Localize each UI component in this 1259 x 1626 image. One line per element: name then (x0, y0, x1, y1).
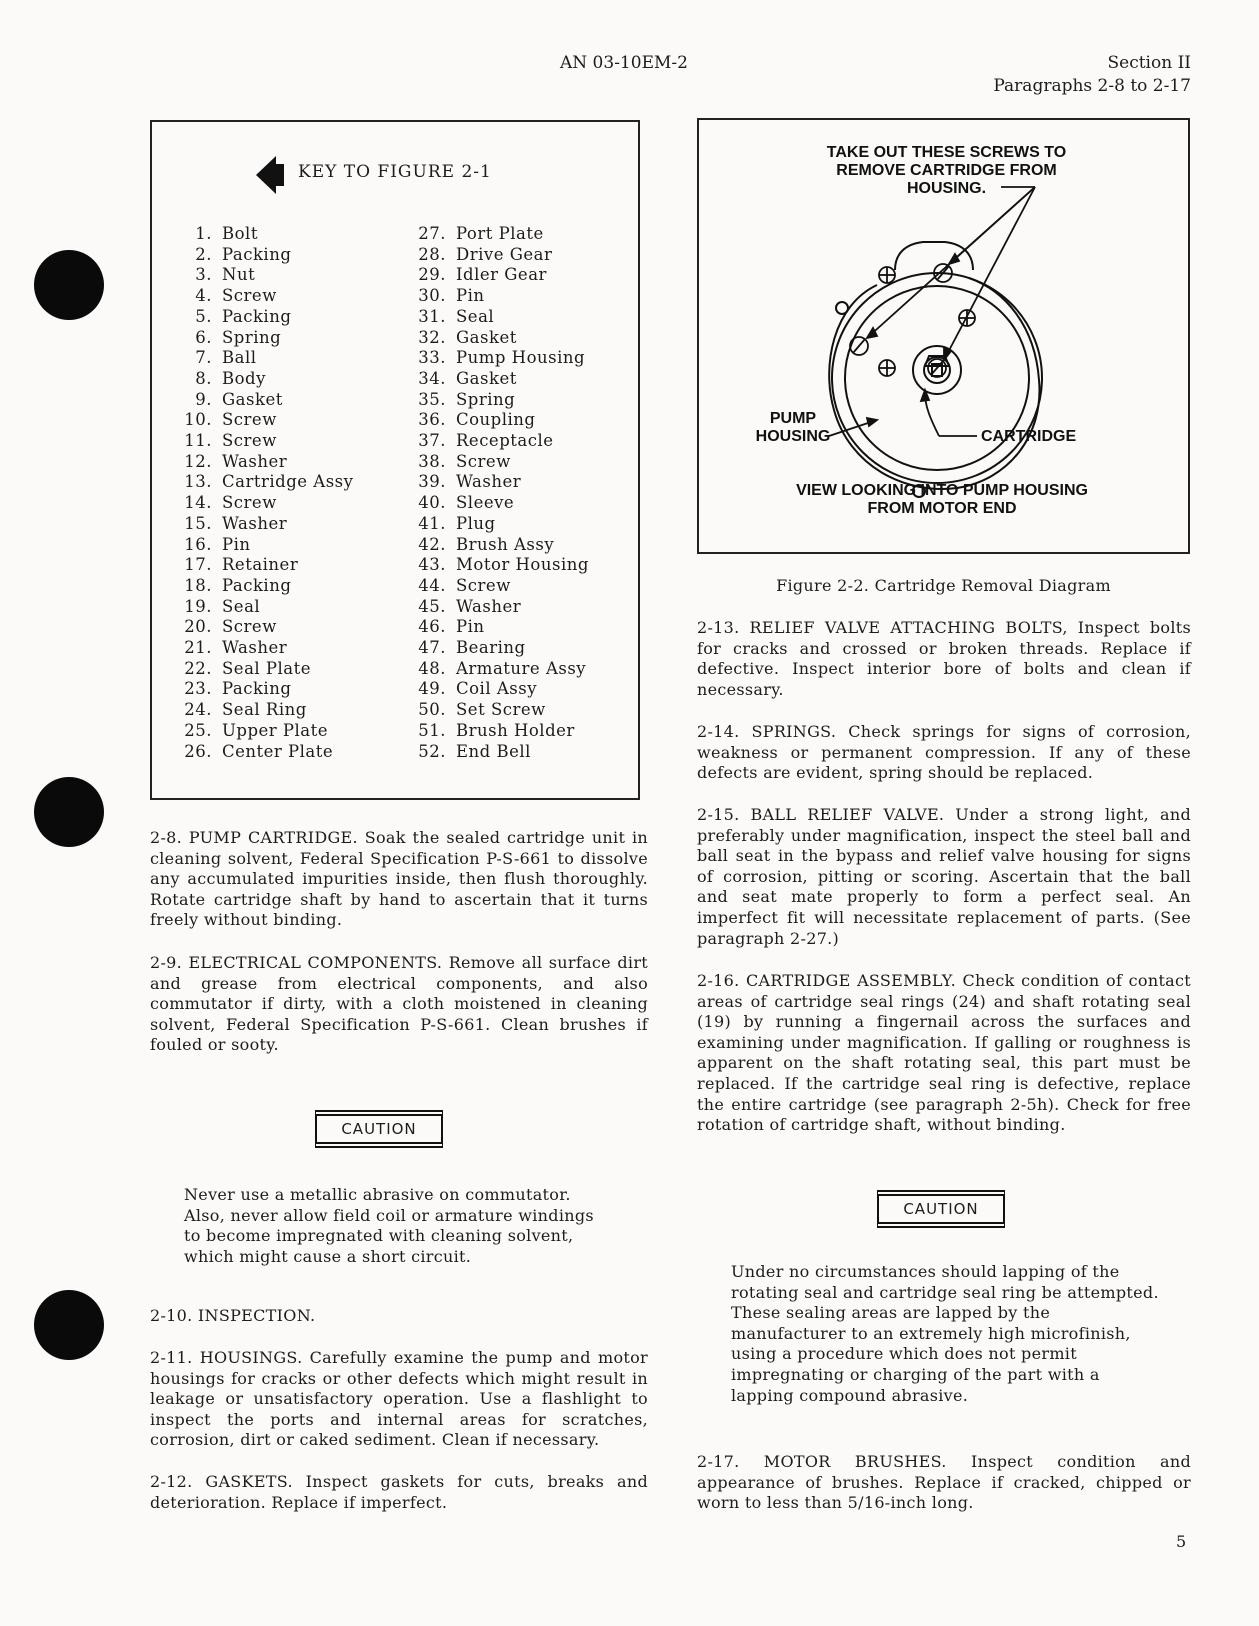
key-item (172, 245, 353, 266)
key-item-number: 21. (184, 638, 212, 658)
key-item-number: 50. (418, 700, 446, 720)
key-item-number: 22. (184, 658, 212, 678)
punch-hole (34, 1290, 104, 1360)
key-item (172, 597, 353, 618)
key-item (172, 535, 353, 556)
paragraph-2-9: 2-9. ELECTRICAL COMPONENTS. Remove all surface dirt and grease from electrical components, and also commutator if dirty, with a cloth moistened in cleaning solvent, Federal Specification P-S-661. Clean brushes if fouled or sooty. (150, 953, 648, 1055)
key-item (406, 472, 589, 493)
key-item-number: 39. (418, 472, 446, 492)
key-item (406, 245, 589, 266)
key-item-label: Pin (456, 617, 485, 637)
key-item-label: Plug (456, 513, 496, 533)
figure-key-box (150, 120, 640, 800)
key-item-number: 31. (418, 306, 446, 326)
key-item-label: Bearing (456, 638, 526, 658)
key-item (406, 390, 589, 411)
key-item-label: Pin (222, 534, 251, 554)
key-item (406, 679, 589, 700)
key-item (172, 286, 353, 307)
key-list-left (172, 224, 353, 762)
key-item (172, 514, 353, 535)
key-item-number: 7. (195, 348, 212, 368)
key-item-label: Washer (222, 513, 288, 533)
key-item (406, 535, 589, 556)
key-item-number: 36. (418, 410, 446, 430)
key-item (406, 431, 589, 452)
key-item-number: 11. (184, 431, 212, 451)
key-item-number: 16. (184, 534, 212, 554)
key-item-label: Pin (456, 286, 485, 306)
key-item-label: End Bell (456, 741, 531, 761)
key-item-label: Ball (222, 348, 257, 368)
key-item-number: 29. (418, 265, 446, 285)
key-item-label: Screw (222, 286, 277, 306)
key-item-number: 49. (418, 679, 446, 699)
caution-label: CAUTION (315, 1114, 443, 1144)
key-item-label: Gasket (456, 327, 517, 347)
key-item (406, 742, 589, 763)
key-item (172, 307, 353, 328)
key-item (406, 514, 589, 535)
key-item (172, 617, 353, 638)
paragraph-range: Paragraphs 2-8 to 2-17 (993, 76, 1191, 96)
key-item-number: 25. (184, 720, 212, 740)
figure-caption: Figure 2-2. Cartridge Removal Diagram (776, 576, 1111, 595)
section-label: Section II (1107, 53, 1191, 73)
key-item-label: Nut (222, 265, 256, 285)
paragraph-2-11: 2-11. HOUSINGS. Carefully examine the pump and motor housings for cracks or other defects which might result in leakage or unsatisfactory operation. Use a flashlight to inspect the ports and internal areas for scratches, corrosion, dirt or caked sediment. Clean if necessary. (150, 1348, 648, 1450)
key-item-number: 35. (418, 389, 446, 409)
callout-remove-screws: TAKE OUT THESE SCREWS TO REMOVE CARTRIDGE FROM HOUSING. (826, 144, 1067, 197)
key-item-number: 15. (184, 513, 212, 533)
key-item (172, 700, 353, 721)
key-item-label: Washer (222, 451, 288, 471)
key-item (406, 286, 589, 307)
key-item-number: 48. (418, 658, 446, 678)
label-pump-housing: PUMP HOUSING (755, 410, 831, 445)
key-item (406, 328, 589, 349)
key-item (406, 265, 589, 286)
key-item (172, 659, 353, 680)
key-item (172, 390, 353, 411)
key-item-label: Seal Ring (222, 700, 307, 720)
key-item-number: 42. (418, 534, 446, 554)
key-item-number: 13. (184, 472, 212, 492)
paragraph-2-12: 2-12. GASKETS. Inspect gaskets for cuts, breaks and deterioration. Replace if imperfect. (150, 1472, 648, 1512)
key-item (406, 555, 589, 576)
key-item-label: Sleeve (456, 493, 515, 513)
key-item-number: 17. (184, 555, 212, 575)
key-item-number: 24. (184, 700, 212, 720)
key-item-number: 4. (195, 286, 212, 306)
key-item-label: Armature Assy (456, 658, 587, 678)
key-item (172, 472, 353, 493)
key-item-number: 6. (195, 327, 212, 347)
key-item-number: 28. (418, 244, 446, 264)
key-item (406, 369, 589, 390)
punch-hole (34, 777, 104, 847)
key-title: KEY TO FIGURE 2-1 (298, 162, 492, 182)
key-item (172, 742, 353, 763)
key-item-number: 20. (184, 617, 212, 637)
key-item-number: 27. (418, 224, 446, 243)
arrow-left-icon (256, 156, 276, 194)
key-item-number: 46. (418, 617, 446, 637)
key-item (406, 224, 589, 245)
key-item-number: 51. (418, 720, 446, 740)
caution-text-right: Under no circumstances should lapping of the rotating seal and cartridge seal ring be attempted. These sealing areas are lapped by the manufacturer to an extremely high microfinish, using a procedure which does not permit impregnating or charging of the part with a lapping compound abrasive. (731, 1262, 1159, 1405)
key-item-label: Spring (222, 327, 282, 347)
key-item-number: 44. (418, 575, 446, 595)
key-item-number: 34. (418, 368, 446, 388)
key-item-number: 5. (195, 306, 212, 326)
key-item (172, 431, 353, 452)
key-item-label: Port Plate (456, 224, 544, 243)
key-item (406, 721, 589, 742)
key-item (406, 659, 589, 680)
key-item-label: Screw (456, 451, 511, 471)
key-item-number: 12. (184, 451, 212, 471)
paragraph-2-14: 2-14. SPRINGS. Check springs for signs of corrosion, weakness or permanent compression. If any of these defects are evident, spring should be replaced. (697, 722, 1191, 783)
key-item-number: 23. (184, 679, 212, 699)
key-item-number: 47. (418, 638, 446, 658)
key-list-right (406, 224, 589, 762)
paragraph-2-17: 2-17. MOTOR BRUSHES. Inspect condition and appearance of brushes. Replace if cracked, chipped or worn to less than 5/16-inch long. (697, 1452, 1191, 1513)
key-item-number: 14. (184, 493, 212, 513)
punch-hole (34, 250, 104, 320)
key-item (406, 452, 589, 473)
key-item-number: 9. (195, 389, 212, 409)
key-item-label: Packing (222, 306, 292, 326)
key-item-label: Brush Holder (456, 720, 575, 740)
key-item (172, 452, 353, 473)
key-item-label: Set Screw (456, 700, 546, 720)
key-item-number: 8. (195, 368, 212, 388)
key-item (406, 410, 589, 431)
key-item (172, 576, 353, 597)
key-item (172, 348, 353, 369)
paragraph-2-16: 2-16. CARTRIDGE ASSEMBLY. Check condition of contact areas of cartridge seal rings (24) and shaft rotating seal (19) by running a fingernail across the surfaces and examining under magnification. If galling or roughness is apparent on the shaft rotating seal, this part must be replaced. If the cartridge seal ring is defective, replace the entire cartridge (see paragraph 2-5h). Check for free rotation of cartridge shaft, without binding. (697, 971, 1191, 1135)
paragraph-2-13: 2-13. RELIEF VALVE ATTACHING BOLTS, Inspect bolts for cracks and crossed or broken threads. Replace if defective. Inspect interior bore of bolts and clean if necessary. (697, 618, 1191, 699)
key-item (172, 369, 353, 390)
key-item-number: 3. (195, 265, 212, 285)
caution-text-left: Never use a metallic abrasive on commutator. Also, never allow field coil or armature windings to become impregnated with cleaning solvent, which might cause a short circuit. (184, 1185, 594, 1266)
key-item-label: Seal (456, 306, 495, 326)
key-item (406, 493, 589, 514)
key-item (406, 700, 589, 721)
key-item-label: Drive Gear (456, 244, 553, 264)
key-item (406, 597, 589, 618)
key-item-number: 41. (418, 513, 446, 533)
key-item (172, 679, 353, 700)
key-item-label: Motor Housing (456, 555, 589, 575)
doc-number: AN 03-10EM-2 (560, 53, 688, 73)
key-item-number: 37. (418, 431, 446, 451)
key-item (406, 348, 589, 369)
key-item (406, 617, 589, 638)
key-item-label: Screw (222, 410, 277, 430)
key-item-label: Screw (222, 431, 277, 451)
key-item (406, 307, 589, 328)
key-item-label: Receptacle (456, 431, 554, 451)
key-item-number: 52. (418, 741, 446, 761)
key-item-number: 26. (184, 741, 212, 761)
key-item-number: 18. (184, 575, 212, 595)
caution-label: CAUTION (877, 1194, 1005, 1224)
key-item-number: 32. (418, 327, 446, 347)
paragraph-2-8: 2-8. PUMP CARTRIDGE. Soak the sealed cartridge unit in cleaning solvent, Federal Specification P-S-661 to dissolve any accumulated impurities inside, then flush thoroughly. Rotate cartridge shaft by hand to ascertain that it turns freely without binding. (150, 828, 648, 930)
key-item-label: Gasket (222, 389, 283, 409)
key-item-label: Cartridge Assy (222, 472, 354, 492)
key-item-label: Body (222, 368, 266, 388)
key-item (172, 410, 353, 431)
key-item (406, 576, 589, 597)
key-item (406, 638, 589, 659)
key-item-label: Bolt (222, 224, 258, 243)
key-item-label: Washer (222, 638, 288, 658)
paragraph-2-15: 2-15. BALL RELIEF VALVE. Under a strong light, and preferably under magnification, inspect the steel ball and ball seat in the bypass and relief valve housing for signs of corrosion, pitting or scoring. Ascertain that the ball and seat mate properly to form a perfect seal. An imperfect fit will necessitate replacement of parts. (See paragraph 2-27.) (697, 805, 1191, 948)
key-item-label: Retainer (222, 555, 299, 575)
key-item (172, 493, 353, 514)
key-item-number: 45. (418, 596, 446, 616)
key-item (172, 328, 353, 349)
key-item-label: Screw (222, 617, 277, 637)
key-item-label: Gasket (456, 368, 517, 388)
key-item-label: Center Plate (222, 741, 334, 761)
key-item-label: Washer (456, 472, 522, 492)
key-item-number: 30. (418, 286, 446, 306)
key-item-number: 40. (418, 493, 446, 513)
key-item-label: Coil Assy (456, 679, 538, 699)
key-item (172, 721, 353, 742)
key-item (172, 638, 353, 659)
label-cartridge: CARTRIDGE (981, 428, 1077, 445)
view-caption: VIEW LOOKING INTO PUMP HOUSING FROM MOTOR END (796, 482, 1088, 517)
key-item-number: 1. (195, 224, 212, 243)
page-number: 5 (1176, 1532, 1187, 1551)
key-item-label: Pump Housing (456, 348, 586, 368)
key-item-label: Seal (222, 596, 261, 616)
key-item (172, 265, 353, 286)
key-item-label: Packing (222, 575, 292, 595)
key-item-label: Idler Gear (456, 265, 547, 285)
key-item-number: 10. (184, 410, 212, 430)
key-item-label: Brush Assy (456, 534, 555, 554)
key-item (172, 224, 353, 245)
key-item-label: Seal Plate (222, 658, 312, 678)
cartridge-removal-diagram (697, 118, 1190, 554)
key-item-label: Spring (456, 389, 516, 409)
key-item-label: Upper Plate (222, 720, 329, 740)
key-item-number: 43. (418, 555, 446, 575)
key-item-number: 19. (184, 596, 212, 616)
key-item-number: 2. (195, 244, 212, 264)
key-item-label: Packing (222, 244, 292, 264)
key-item-label: Coupling (456, 410, 536, 430)
key-item-label: Screw (222, 493, 277, 513)
key-item-label: Washer (456, 596, 522, 616)
key-item-number: 38. (418, 451, 446, 471)
key-item-label: Packing (222, 679, 292, 699)
paragraph-2-10: 2-10. INSPECTION. (150, 1306, 316, 1325)
key-item (172, 555, 353, 576)
key-item-label: Screw (456, 575, 511, 595)
key-item-number: 33. (418, 348, 446, 368)
